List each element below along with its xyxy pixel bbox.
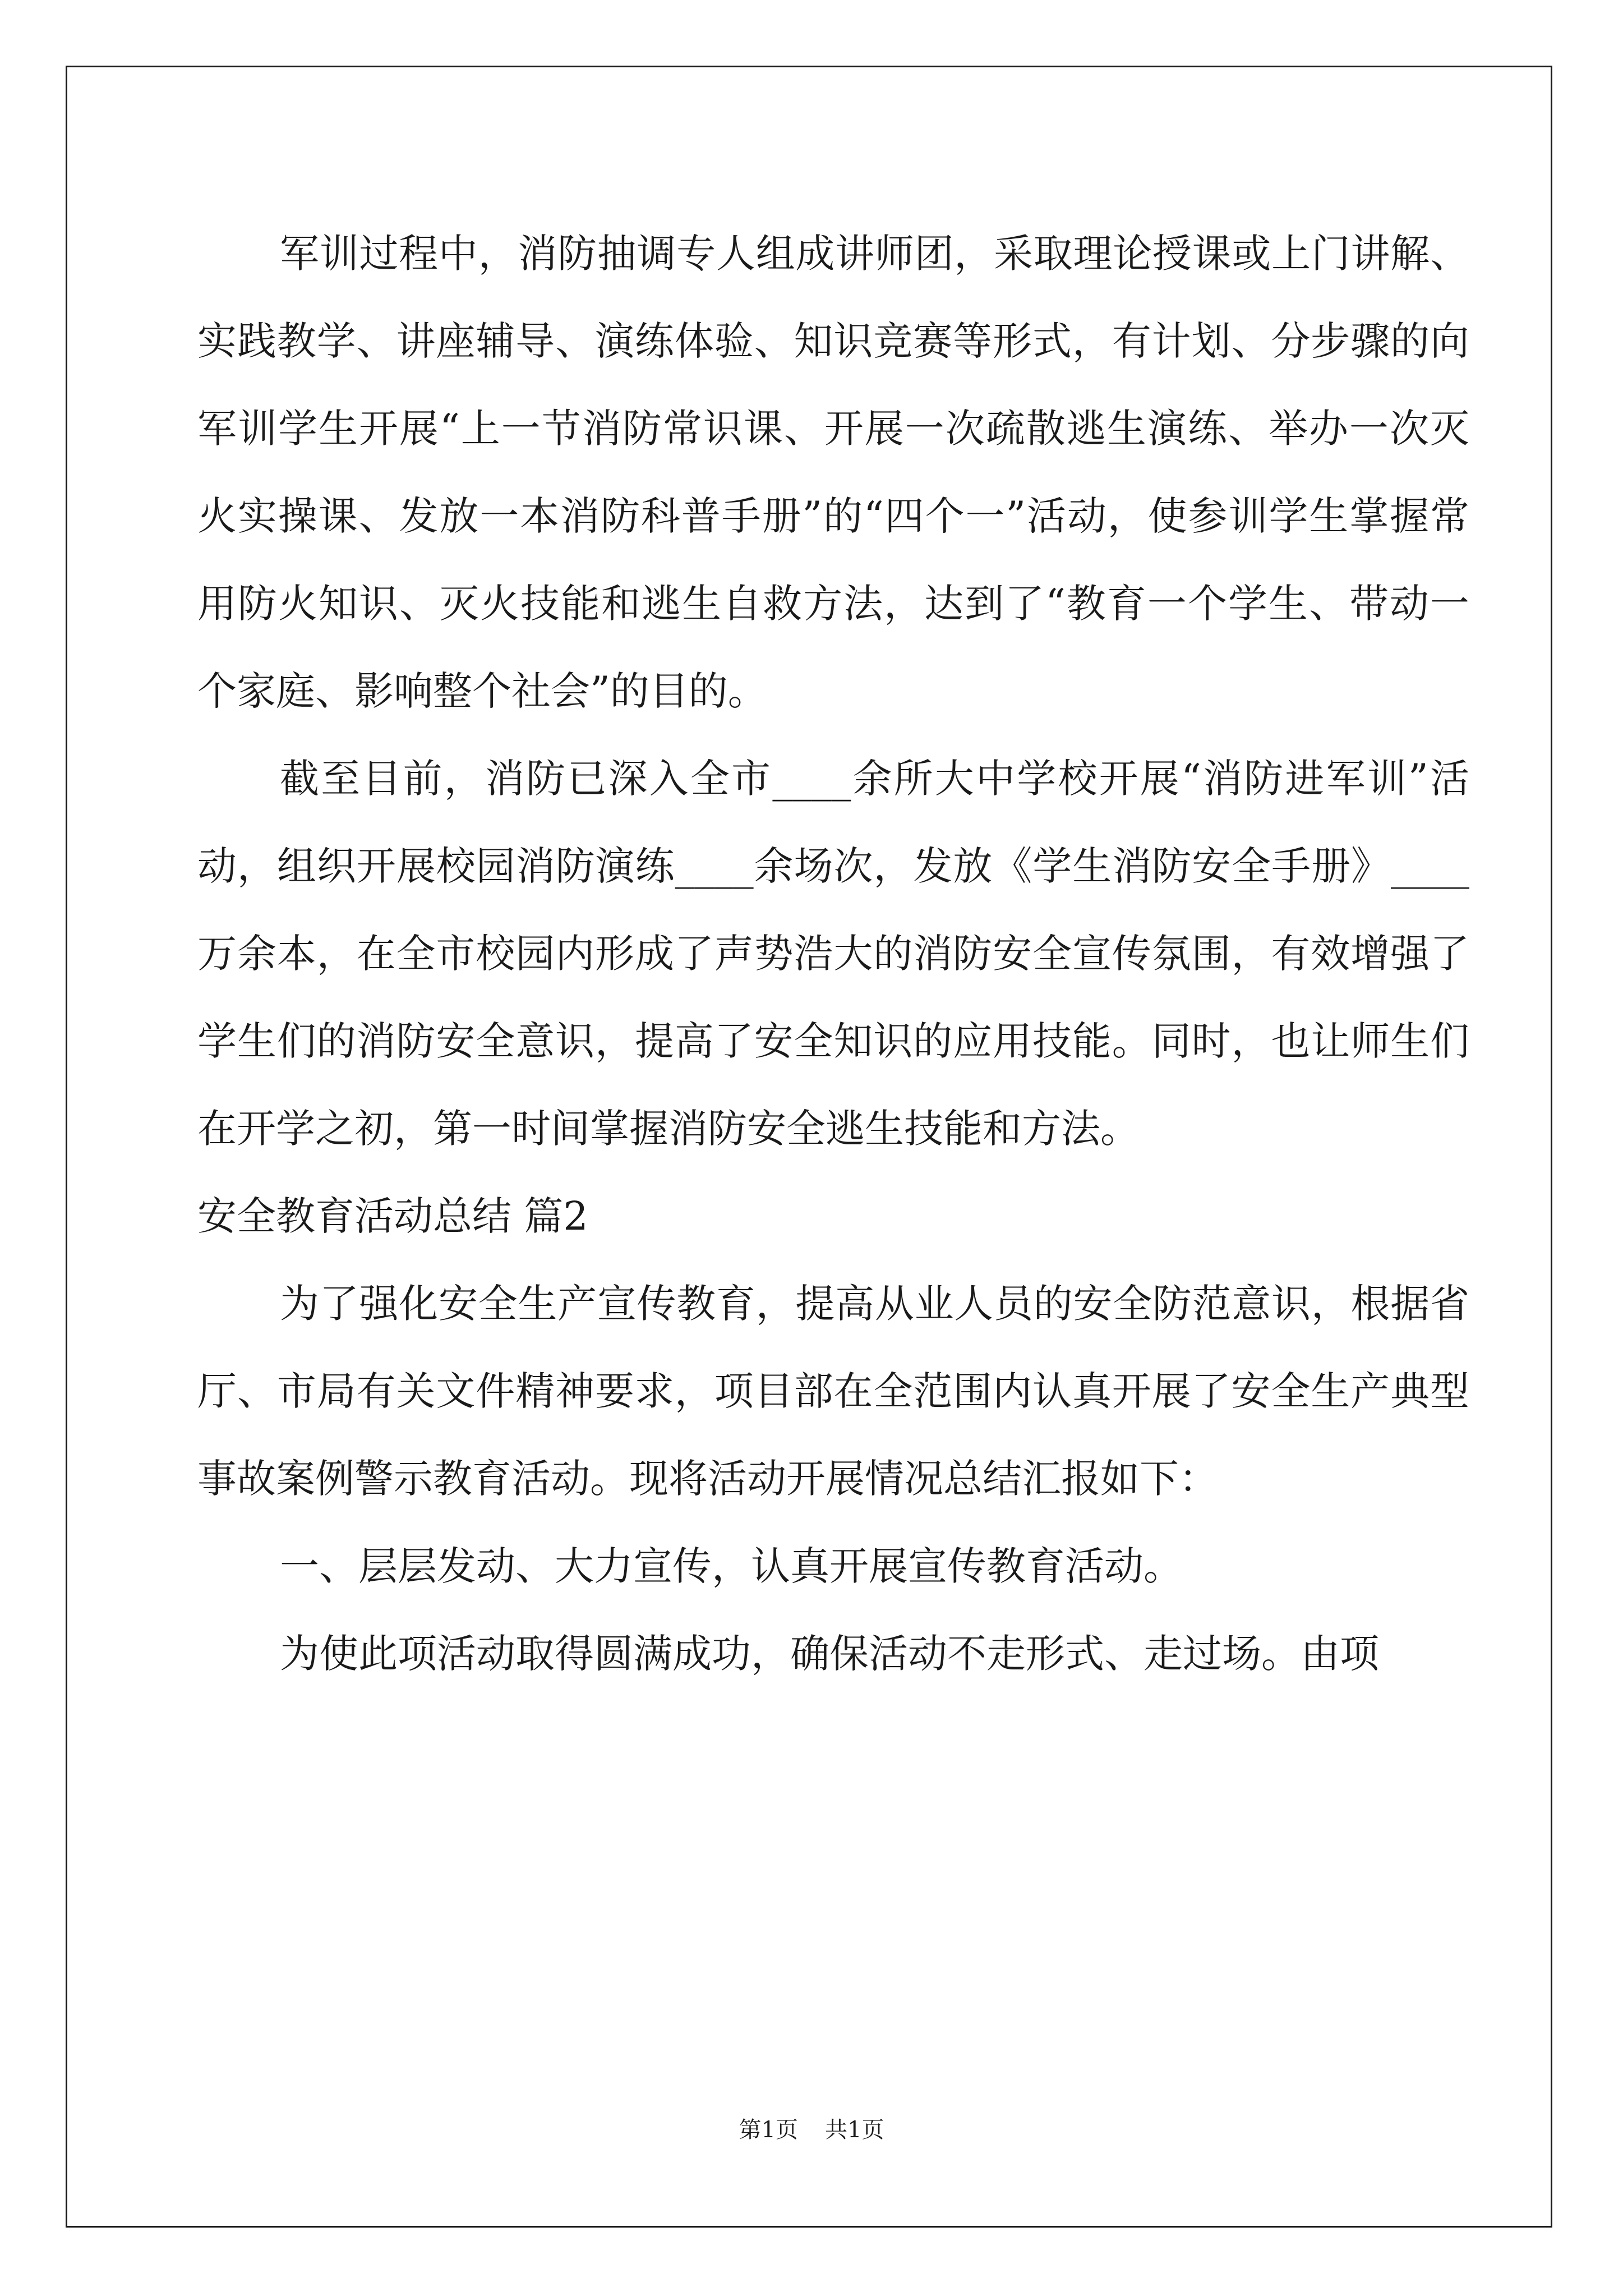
page-footer [0, 2112, 1623, 2144]
section-heading: 安全教育活动总结 篇2 [197, 1193, 588, 1239]
paragraph-military-training: 军训过程中，消防抽调专人组成讲师团，采取理论授课或上门讲解、实践教学、讲座辅导、演练体验、知识竞赛等形式，有计划、分步骤的向军训学生开展“上一节消防常识课、开展一次疏散逃生演练、举办一次灭火实操课、发放一本消防科普手册”的“四个一”活动，使参训学生掌握常用防火知识、灭火技能和逃生自救方法，达到了“教育一个学生、带动一个家庭、影响整个社会”的目的。 [197, 231, 1469, 714]
paragraph-intro: 为了强化安全生产宣传教育，提高从业人员的安全防范意识，根据省厅、市局有关文件精神要求，项目部在全范围内认真开展了安全生产典型事故案例警示教育活动。现将活动开展情况总结汇报如下： [197, 1281, 1469, 1502]
document-body [197, 210, 1469, 1697]
page-total: 共1页 [825, 2117, 884, 2143]
paragraph-item-one: 一、层层发动、大力宣传，认真开展宣传教育活动。 [280, 1543, 1183, 1589]
paragraph-item-one-detail: 为使此项活动取得圆满成功，确保活动不走形式、走过场。由项 [280, 1631, 1379, 1677]
page-number: 第1页 [739, 2117, 798, 2143]
paragraph-progress-summary: 截至目前，消防已深入全市____余所大中学校开展“消防进军训”活动，组织开展校园消防演练____余场次，发放《学生消防安全手册》____万余本，在全市校园内形成了声势浩大的消防安全宣传氛围，有效增强了学生们的消防安全意识，提高了安全知识的应用技能。同时，也让师生们在开学之初，第一时间掌握消防安全逃生技能和方法。 [197, 756, 1469, 1152]
